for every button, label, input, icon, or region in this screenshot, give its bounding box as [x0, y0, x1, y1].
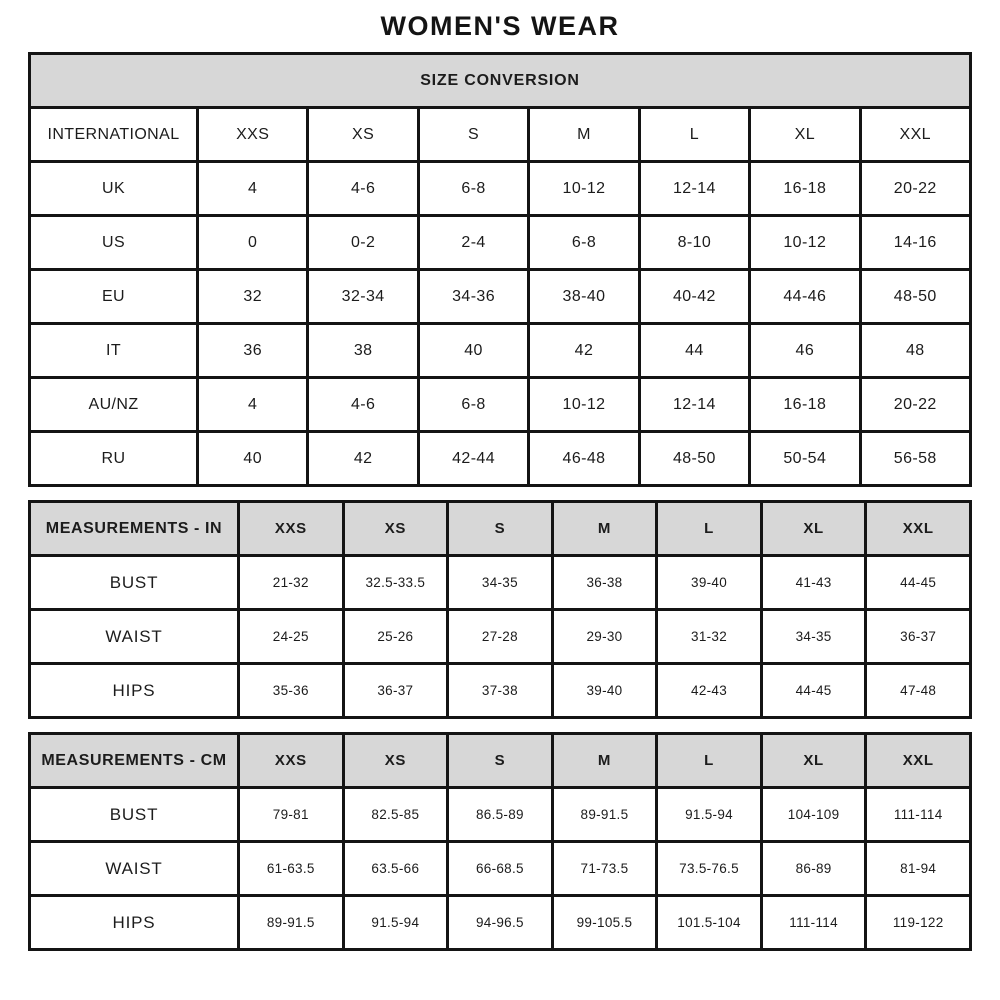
measurement-cell: 101.5-104 — [657, 896, 762, 950]
size-cell: 10-12 — [750, 216, 860, 270]
measurement-cell: 37-38 — [448, 664, 553, 718]
measurement-cell: 104-109 — [761, 788, 866, 842]
measurement-cell: 63.5-66 — [343, 842, 448, 896]
header-international: INTERNATIONAL — [30, 108, 198, 162]
size-cell: 4 — [198, 378, 308, 432]
measurement-cell: 119-122 — [866, 896, 971, 950]
size-cell: 4-6 — [308, 162, 418, 216]
size-col-header: XXL — [860, 108, 970, 162]
size-col-header: XXS — [239, 734, 344, 788]
size-cell: 38-40 — [529, 270, 639, 324]
size-cell: 42 — [529, 324, 639, 378]
size-col-header: XL — [761, 502, 866, 556]
row-label-hips: HIPS — [30, 664, 239, 718]
size-cell: 2-4 — [418, 216, 528, 270]
page-title: WOMEN'S WEAR — [380, 10, 620, 41]
size-col-header: XXL — [866, 734, 971, 788]
size-conversion-title-row — [30, 54, 971, 108]
table-row — [30, 896, 971, 950]
size-cell: 10-12 — [529, 162, 639, 216]
measurement-cell: 94-96.5 — [448, 896, 553, 950]
measurements-in-table — [28, 500, 972, 719]
measurement-cell: 82.5-85 — [343, 788, 448, 842]
size-cell: 6-8 — [529, 216, 639, 270]
row-label-waist: WAIST — [30, 610, 239, 664]
size-cell: 12-14 — [639, 378, 749, 432]
size-cell: 48-50 — [860, 270, 970, 324]
size-col-header: XL — [761, 734, 866, 788]
measurement-cell: 61-63.5 — [239, 842, 344, 896]
measurement-cell: 91.5-94 — [343, 896, 448, 950]
size-cell: 46 — [750, 324, 860, 378]
measurement-cell: 36-37 — [866, 610, 971, 664]
measurement-cell: 86.5-89 — [448, 788, 553, 842]
size-conversion-header-row — [30, 108, 971, 162]
table-row — [30, 270, 971, 324]
table-row — [30, 788, 971, 842]
size-cell: 20-22 — [860, 378, 970, 432]
size-cell: 38 — [308, 324, 418, 378]
size-cell: 16-18 — [750, 378, 860, 432]
size-col-header: XXL — [866, 502, 971, 556]
size-col-header: L — [657, 502, 762, 556]
table-row — [30, 162, 971, 216]
row-label-hips: HIPS — [30, 896, 239, 950]
table-row — [30, 556, 971, 610]
size-col-header: L — [639, 108, 749, 162]
measurement-cell: 24-25 — [239, 610, 344, 664]
row-label-waist: WAIST — [30, 842, 239, 896]
size-col-header: S — [418, 108, 528, 162]
size-cell: 16-18 — [750, 162, 860, 216]
measurements-in-title: MEASUREMENTS - IN — [30, 502, 239, 556]
measurement-cell: 99-105.5 — [552, 896, 657, 950]
size-cell: 48 — [860, 324, 970, 378]
size-col-header: M — [552, 734, 657, 788]
size-col-header: L — [657, 734, 762, 788]
table-row — [30, 216, 971, 270]
size-cell: 32-34 — [308, 270, 418, 324]
size-cell: 0 — [198, 216, 308, 270]
measurements-cm-header-row — [30, 734, 971, 788]
table-row — [30, 664, 971, 718]
row-label-bust: BUST — [30, 788, 239, 842]
table-row — [30, 610, 971, 664]
measurement-cell: 44-45 — [761, 664, 866, 718]
size-cell: 4 — [198, 162, 308, 216]
table-row — [30, 378, 971, 432]
size-cell: 6-8 — [418, 378, 528, 432]
measurement-cell: 91.5-94 — [657, 788, 762, 842]
row-label-aunz: AU/NZ — [30, 378, 198, 432]
measurement-cell: 79-81 — [239, 788, 344, 842]
size-cell: 36 — [198, 324, 308, 378]
size-col-header: M — [529, 108, 639, 162]
measurement-cell: 31-32 — [657, 610, 762, 664]
size-cell: 8-10 — [639, 216, 749, 270]
measurement-cell: 47-48 — [866, 664, 971, 718]
size-col-header: XL — [750, 108, 860, 162]
size-cell: 34-36 — [418, 270, 528, 324]
measurement-cell: 86-89 — [761, 842, 866, 896]
size-col-header: S — [448, 734, 553, 788]
size-cell: 14-16 — [860, 216, 970, 270]
table-row — [30, 324, 971, 378]
size-cell: 56-58 — [860, 432, 970, 486]
size-col-header: XS — [343, 734, 448, 788]
measurement-cell: 27-28 — [448, 610, 553, 664]
size-cell: 40 — [198, 432, 308, 486]
size-col-header: XS — [308, 108, 418, 162]
size-cell: 50-54 — [750, 432, 860, 486]
size-cell: 46-48 — [529, 432, 639, 486]
size-cell: 12-14 — [639, 162, 749, 216]
size-cell: 42-44 — [418, 432, 528, 486]
measurement-cell: 44-45 — [866, 556, 971, 610]
size-col-header: XXS — [239, 502, 344, 556]
measurement-cell: 32.5-33.5 — [343, 556, 448, 610]
size-cell: 32 — [198, 270, 308, 324]
measurement-cell: 89-91.5 — [239, 896, 344, 950]
measurements-cm-title: MEASUREMENTS - CM — [30, 734, 239, 788]
measurements-cm-table — [28, 732, 972, 951]
row-label-eu: EU — [30, 270, 198, 324]
size-cell: 20-22 — [860, 162, 970, 216]
size-cell: 4-6 — [308, 378, 418, 432]
size-cell: 48-50 — [639, 432, 749, 486]
measurement-cell: 34-35 — [761, 610, 866, 664]
size-col-header: S — [448, 502, 553, 556]
measurement-cell: 66-68.5 — [448, 842, 553, 896]
measurement-cell: 73.5-76.5 — [657, 842, 762, 896]
row-label-it: IT — [30, 324, 198, 378]
measurement-cell: 89-91.5 — [552, 788, 657, 842]
size-cell: 0-2 — [308, 216, 418, 270]
size-cell: 40 — [418, 324, 528, 378]
measurement-cell: 39-40 — [552, 664, 657, 718]
size-cell: 44-46 — [750, 270, 860, 324]
measurement-cell: 21-32 — [239, 556, 344, 610]
measurement-cell: 36-37 — [343, 664, 448, 718]
size-col-header: M — [552, 502, 657, 556]
size-col-header: XXS — [198, 108, 308, 162]
measurement-cell: 25-26 — [343, 610, 448, 664]
size-cell: 40-42 — [639, 270, 749, 324]
row-label-uk: UK — [30, 162, 198, 216]
row-label-ru: RU — [30, 432, 198, 486]
measurement-cell: 71-73.5 — [552, 842, 657, 896]
measurement-cell: 35-36 — [239, 664, 344, 718]
measurement-cell: 41-43 — [761, 556, 866, 610]
size-cell: 44 — [639, 324, 749, 378]
size-col-header: XS — [343, 502, 448, 556]
table-row — [30, 432, 971, 486]
row-label-us: US — [30, 216, 198, 270]
measurement-cell: 111-114 — [866, 788, 971, 842]
measurement-cell: 34-35 — [448, 556, 553, 610]
measurements-in-header-row — [30, 502, 971, 556]
size-conversion-title: SIZE CONVERSION — [30, 54, 971, 108]
size-cell: 10-12 — [529, 378, 639, 432]
measurement-cell: 42-43 — [657, 664, 762, 718]
size-cell: 42 — [308, 432, 418, 486]
table-row — [30, 842, 971, 896]
size-conversion-table — [28, 52, 972, 487]
row-label-bust: BUST — [30, 556, 239, 610]
measurement-cell: 39-40 — [657, 556, 762, 610]
measurement-cell: 29-30 — [552, 610, 657, 664]
size-cell: 6-8 — [418, 162, 528, 216]
measurement-cell: 81-94 — [866, 842, 971, 896]
measurement-cell: 111-114 — [761, 896, 866, 950]
measurement-cell: 36-38 — [552, 556, 657, 610]
